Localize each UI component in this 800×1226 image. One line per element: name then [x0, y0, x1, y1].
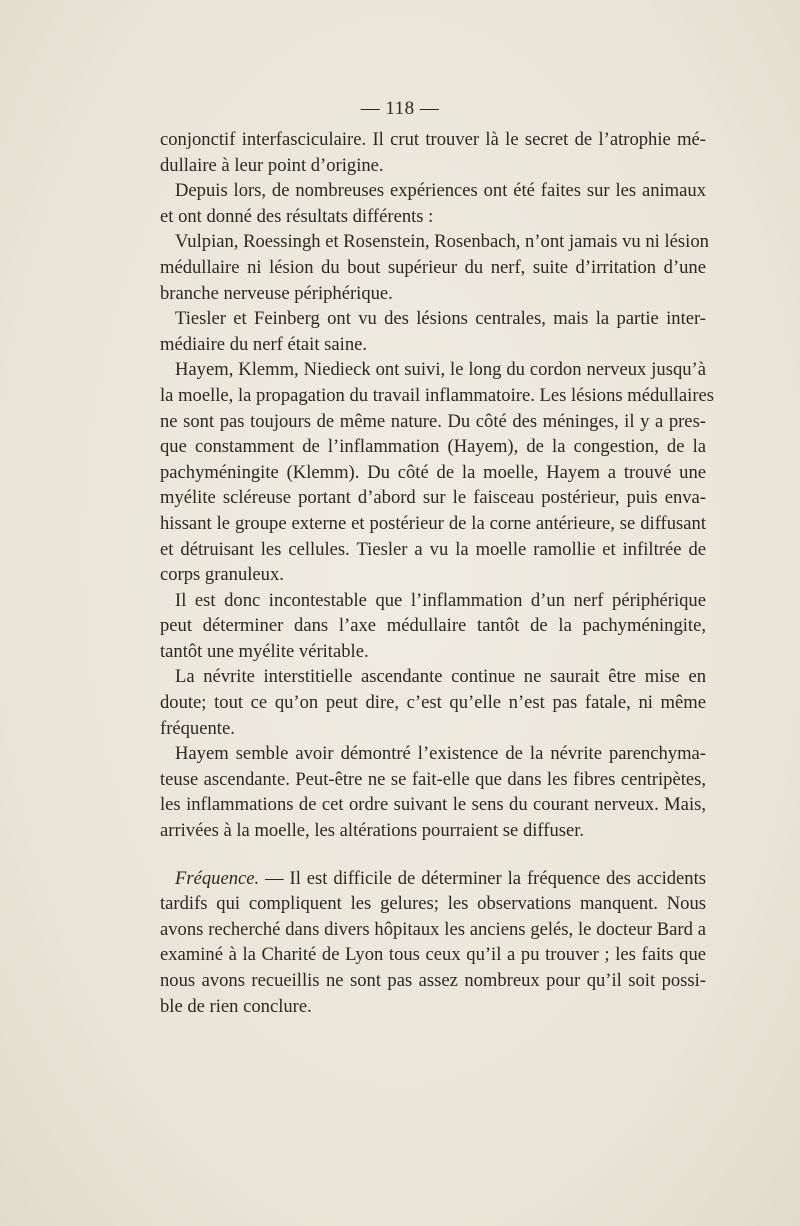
text-line: et détruisant les cellules. Tiesler a vu la moelle ramollie et infiltrée de — [160, 538, 706, 560]
text-line: dullaire à leur point d’origine. — [160, 154, 384, 176]
text-line: ne sont pas toujours de même nature. Du côté des méninges, il y a pres- — [160, 410, 706, 432]
text-line: nous avons recueillis ne sont pas assez nombreux pour qu’il soit possi- — [160, 970, 706, 991]
text-line: médullaire ni lésion du bout supérieur du nerf, suite d’irritation d’une — [160, 256, 706, 278]
text-line: fréquente. — [160, 717, 235, 739]
text-line: tardifs qui compliquent les gelures; les observations manquent. Nous — [160, 893, 706, 915]
text-line: Depuis lors, de nombreuses expériences ont été faites sur les animaux — [175, 180, 706, 202]
text-line: corps granuleux. — [160, 564, 284, 586]
page-number: — 118 — — [360, 98, 440, 119]
text-line: Hayem, Klemm, Niedieck ont suivi, le long du cordon nerveux jusqu’à — [175, 359, 706, 381]
text-line: les inflammations de cet ordre suivant le sens du courant nerveux. Mais, — [160, 794, 706, 816]
text-line: La névrite interstitielle ascendante continue ne saurait être mise en — [175, 666, 706, 688]
text-line: doute; tout ce qu’on peut dire, c’est qu’elle n’est pas fatale, ni même — [160, 692, 706, 714]
text-line: myélite scléreuse portant d’abord sur le faisceau postérieur, puis enva- — [160, 487, 706, 509]
text-line: arrivées à la moelle, les altérations pourraient se diffuser. — [160, 820, 585, 842]
text-line: médiaire du nerf était saine. — [160, 333, 368, 355]
text-line: conjonctif interfasciculaire. Il crut trouver là le secret de l’atrophie mé- — [160, 129, 706, 150]
frequence-paragraph — [160, 891, 706, 1019]
text-line: hissant le groupe externe et postérieur de la corne antérieure, se diffusant — [160, 512, 706, 534]
text-line: pachyméningite (Klemm). Du côté de la moelle, Hayem a trouvé une — [160, 461, 706, 483]
text-line: peut déterminer dans l’axe médullaire tantôt de la pachyméningite, — [160, 615, 706, 637]
text-line: Il est donc incontestable que l’inflammation d’un nerf périphérique — [175, 589, 706, 611]
text-line: examiné à la Charité de Lyon tous ceux qu’il a pu trouver ; les faits que — [160, 944, 706, 966]
text-line: avons recherché dans divers hôpitaux les anciens gelés, le docteur Bard a — [160, 918, 706, 940]
body-text — [160, 127, 715, 1019]
frequence-first-line — [160, 866, 706, 892]
text-line: la moelle, la propagation du travail inflammatoire. Les lésions médullaires — [160, 384, 715, 406]
text-line: Vulpian, Roessingh et Rosenstein, Rosenbach, n’ont jamais vu ni lésion — [175, 231, 709, 253]
text-line: Hayem semble avoir démontré l’existence de la névrite parenchyma- — [175, 743, 706, 765]
text-line: que constamment de l’inflammation (Hayem), de la congestion, de la — [160, 436, 706, 458]
section-gap — [160, 844, 706, 866]
frequence-first-line-text: — Il est difficile de déterminer la fréquence des accidents — [259, 867, 706, 889]
text-line: teuse ascendante. Peut-être ne se fait-elle que dans les fibres centripètes, — [160, 768, 706, 790]
text-line: branche nerveuse périphérique. — [160, 282, 393, 304]
frequence-section — [160, 866, 706, 1020]
text-line: et ont donné des résultats différents : — [160, 205, 434, 227]
text-line: tantôt une myélite véritable. — [160, 640, 369, 662]
main-paragraphs — [160, 127, 715, 844]
frequence-heading: Fréquence. — [175, 867, 260, 889]
text-line: ble de rien conclure. — [160, 995, 312, 1017]
text-line: Tiesler et Feinberg ont vu des lésions centrales, mais la partie inter- — [175, 308, 706, 330]
